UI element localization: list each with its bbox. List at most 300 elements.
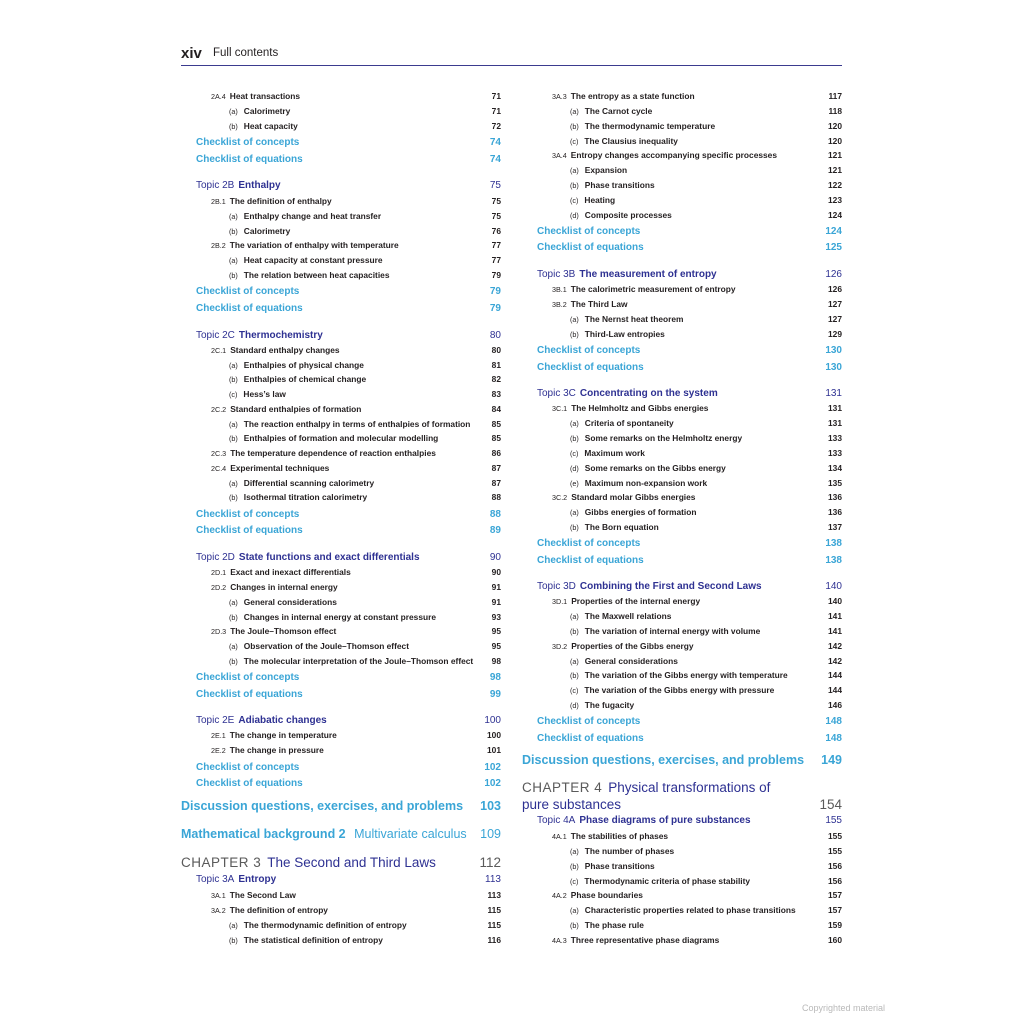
toc-entry	[522, 522, 842, 536]
section-number: 2C.1	[211, 346, 227, 355]
toc-entry-page: 116	[487, 935, 501, 945]
toc-entry	[181, 672, 501, 686]
toc-entry-page: 149	[821, 753, 842, 767]
toc-entry-page: 75	[491, 211, 501, 221]
section-number: 3A.4	[552, 151, 567, 160]
subsection-title: The thermodynamic definition of entropy	[243, 920, 407, 930]
toc-entry-title	[537, 815, 751, 826]
toc-entry	[522, 478, 842, 492]
section-title: Properties of the internal energy	[571, 596, 701, 606]
section-number: 3C.1	[552, 404, 568, 413]
subsection-title: Enthalpies of chemical change	[243, 374, 367, 384]
toc-entry-title	[570, 314, 683, 324]
toc-entry-page: 148	[825, 733, 842, 744]
toc-entry	[522, 626, 842, 640]
subsection-title: The thermodynamic temperature	[584, 121, 716, 131]
topic-label: Topic 2E	[196, 715, 235, 726]
topic-title: Enthalpy	[238, 180, 281, 191]
toc-entry-page: 138	[825, 538, 842, 549]
toc-entry-title	[181, 799, 463, 813]
subsection-title: Calorimetry	[243, 226, 291, 236]
toc-entry-page: 98	[491, 656, 501, 666]
toc-entry	[181, 920, 501, 934]
toc-entry-title	[229, 211, 381, 221]
chapter-label: CHAPTER 4	[522, 780, 603, 795]
toc-entry-title	[229, 121, 298, 131]
topic-label: Topic 3D	[537, 581, 576, 592]
toc-entry-page: 134	[828, 463, 842, 473]
toc-entry	[522, 106, 842, 120]
toc-entry	[522, 299, 842, 313]
subsection-title: Characteristic properties related to phase transitions	[584, 905, 796, 915]
toc-entry	[181, 91, 501, 105]
toc-entry	[181, 419, 501, 433]
section-title: Changes in internal energy	[230, 582, 338, 592]
math-background-label: Mathematical background 2	[181, 827, 346, 841]
section-title: The definition of enthalpy	[229, 196, 332, 206]
subsection-title: Calorimetry	[243, 106, 291, 116]
section-number: 2B.2	[211, 241, 226, 250]
toc-entry-page: 109	[480, 827, 501, 841]
topic-label: Topic 3C	[537, 388, 576, 399]
toc-entry	[522, 670, 842, 684]
subsection-title: Heating	[584, 195, 616, 205]
section-number: 3B.1	[552, 285, 567, 294]
chapter-label: CHAPTER 3	[181, 855, 262, 870]
toc-entry-page: 102	[484, 778, 501, 789]
toc-entry-page: 88	[489, 509, 501, 520]
subsection-title: Enthalpies of physical change	[243, 360, 364, 370]
toc-entry-title	[570, 329, 665, 339]
toc-entry-title	[570, 121, 715, 131]
toc-entry	[522, 418, 842, 432]
subsection-label: (a)	[570, 906, 579, 915]
section-number: 3D.2	[552, 642, 568, 651]
section-title: The change in pressure	[229, 745, 324, 755]
subsection-label: (a)	[570, 657, 579, 666]
toc-entry-page: 90	[489, 552, 501, 563]
section-number: 2C.4	[211, 464, 227, 473]
toc-entry-page: 74	[489, 137, 501, 148]
math-background-title: Multivariate calculus	[350, 827, 467, 841]
toc-entry-title	[537, 226, 640, 237]
toc-entry	[522, 641, 842, 655]
toc-entry-title	[211, 196, 332, 206]
section-title: The entropy as a state function	[570, 91, 695, 101]
toc-entry-title	[196, 180, 281, 191]
subsection-title: General considerations	[243, 597, 337, 607]
toc-entry	[522, 362, 842, 376]
toc-entry	[522, 920, 842, 934]
subsection-title: Some remarks on the Helmholtz energy	[584, 433, 743, 443]
toc-entry	[522, 596, 842, 610]
toc-entry-title	[229, 641, 409, 651]
entry-title: Checklist of equations	[537, 362, 644, 373]
toc-entry-page: 126	[825, 269, 842, 280]
topic-label: Topic 3A	[196, 874, 235, 885]
toc-entry-title	[211, 582, 338, 592]
subsection-label: (a)	[570, 419, 579, 428]
subsection-title: Some remarks on the Gibbs energy	[584, 463, 726, 473]
section-title: Experimental techniques	[230, 463, 330, 473]
toc-entry	[522, 150, 842, 164]
entry-title: Checklist of concepts	[537, 716, 641, 727]
toc-entry-title	[196, 552, 420, 563]
subsection-label: (b)	[229, 271, 238, 280]
section-title: Phase boundaries	[570, 890, 643, 900]
toc-entry-page: 112	[479, 855, 501, 870]
toc-entry	[522, 935, 842, 949]
toc-entry-title	[537, 242, 644, 253]
subsection-title: Expansion	[584, 165, 628, 175]
subsection-label: (a)	[570, 508, 579, 517]
toc-entry-page: 146	[828, 700, 842, 710]
subsection-label: (b)	[229, 493, 238, 502]
entry-title: Checklist of equations	[537, 733, 644, 744]
subsection-label: (b)	[570, 862, 579, 871]
toc-entry-page: 131	[828, 418, 842, 428]
toc-entry-title	[229, 597, 337, 607]
toc-entry	[522, 463, 842, 477]
toc-entry-title	[570, 507, 696, 517]
copyright-notice: Copyrighted material	[802, 1003, 886, 1013]
toc-entry-page: 83	[491, 389, 501, 399]
chapter-title: The Second and Third Laws	[267, 855, 436, 870]
toc-entry	[181, 137, 501, 151]
entry-title: Discussion questions, exercises, and problems	[181, 799, 464, 813]
toc-entry-title	[552, 831, 668, 841]
subsection-label: (a)	[570, 315, 579, 324]
subsection-title: The variation of internal energy with volume	[584, 626, 761, 636]
section-title: The Helmholtz and Gibbs energies	[571, 403, 709, 413]
toc-entry-page: 133	[828, 433, 842, 443]
toc-entry	[181, 935, 501, 949]
running-head: Full contents	[213, 47, 279, 59]
toc-entry-page: 156	[828, 861, 842, 871]
toc-entry-page: 72	[491, 121, 501, 131]
subsection-title: Phase transitions	[584, 180, 655, 190]
subsection-label: (c)	[570, 449, 579, 458]
toc-entry-page: 127	[828, 299, 842, 309]
section-number: 2C.2	[211, 405, 227, 414]
toc-entry-title	[570, 195, 615, 205]
toc-entry	[181, 745, 501, 759]
toc-entry-title	[552, 890, 643, 900]
section-title: The calorimetric measurement of entropy	[570, 284, 736, 294]
toc-entry-title	[229, 270, 389, 280]
toc-entry-title	[196, 286, 299, 297]
subsection-title: Maximum non-expansion work	[584, 478, 708, 488]
subsection-title: Isothermal titration calorimetry	[243, 492, 368, 502]
toc-entry	[181, 762, 501, 776]
toc-entry	[522, 492, 842, 506]
toc-entry-page: 115	[487, 905, 501, 915]
toc-entry	[181, 641, 501, 655]
subsection-label: (a)	[229, 361, 238, 370]
subsection-label: (d)	[570, 211, 579, 220]
toc-entry	[181, 180, 501, 194]
subsection-label: (a)	[229, 921, 238, 930]
toc-entry-title	[552, 492, 695, 502]
section-title: Standard enthalpies of formation	[230, 404, 362, 414]
toc-entry-page: 71	[491, 91, 501, 101]
toc-entry	[181, 286, 501, 300]
toc-entry	[522, 448, 842, 462]
entry-title: Checklist of concepts	[537, 538, 641, 549]
toc-entry-page: 71	[491, 106, 501, 116]
toc-entry-title	[570, 846, 674, 856]
toc-entry-title	[229, 492, 367, 502]
subsection-label: (a)	[229, 107, 238, 116]
toc-entry-title	[229, 226, 290, 236]
section-number: 3D.1	[552, 597, 568, 606]
toc-entry-page: 131	[825, 388, 842, 399]
toc-entry	[522, 345, 842, 359]
toc-entry-title	[537, 733, 644, 744]
toc-entry	[181, 799, 501, 813]
toc-entry-title	[196, 154, 303, 165]
toc-entry	[522, 507, 842, 521]
section-title: Exact and inexact differentials	[230, 567, 351, 577]
toc-entry	[522, 656, 842, 670]
toc-entry-page: 76	[491, 226, 501, 236]
toc-entry-page: 127	[828, 314, 842, 324]
subsection-title: Hess’s law	[243, 389, 286, 399]
subsection-label: (b)	[229, 434, 238, 443]
toc-entry-page: 124	[828, 210, 842, 220]
subsection-label: (a)	[229, 642, 238, 651]
subsection-label: (e)	[570, 479, 579, 488]
subsection-label: (d)	[570, 464, 579, 473]
toc-entry-title	[196, 778, 303, 789]
toc-entry-page: 100	[484, 715, 501, 726]
toc-entry	[181, 433, 501, 447]
toc-entry	[181, 730, 501, 744]
toc-entry-title	[570, 463, 726, 473]
subsection-label: (b)	[570, 434, 579, 443]
toc-entry-title	[211, 626, 336, 636]
subsection-title: Thermodynamic criteria of phase stability	[584, 876, 751, 886]
toc-entry	[181, 478, 501, 492]
toc-entry-page: 74	[489, 154, 501, 165]
toc-entry	[181, 905, 501, 919]
subsection-label: (a)	[229, 598, 238, 607]
subsection-label: (c)	[570, 877, 579, 886]
header-rule	[181, 65, 842, 66]
toc-entry-page: 126	[828, 284, 842, 294]
toc-entry-title	[196, 874, 276, 885]
toc-entry-page: 90	[491, 567, 501, 577]
toc-entry-title	[570, 418, 674, 428]
section-number: 2C.3	[211, 449, 227, 458]
toc-entry-page: 79	[491, 270, 501, 280]
toc-entry-page: 102	[484, 762, 501, 773]
toc-entry-title	[537, 716, 640, 727]
toc-entry	[181, 303, 501, 317]
toc-entry-page: 75	[491, 196, 501, 206]
subsection-title: Observation of the Joule–Thomson effect	[243, 641, 409, 651]
subsection-title: Composite processes	[584, 210, 672, 220]
subsection-label: (c)	[570, 196, 579, 205]
toc-entry	[181, 345, 501, 359]
subsection-label: (c)	[229, 390, 238, 399]
entry-title: Checklist of equations	[537, 555, 644, 566]
topic-label: Topic 2B	[196, 180, 235, 191]
toc-entry-title	[196, 137, 299, 148]
section-title: The definition of entropy	[229, 905, 328, 915]
toc-entry-title	[196, 509, 299, 520]
subsection-label: (b)	[570, 921, 579, 930]
subsection-label: (a)	[229, 420, 238, 429]
toc-entry-title	[522, 780, 771, 812]
toc-entry-title	[570, 165, 627, 175]
toc-entry-page: 79	[489, 303, 501, 314]
subsection-label: (b)	[229, 657, 238, 666]
toc-entry-title	[537, 345, 640, 356]
toc-entry-page: 140	[828, 596, 842, 606]
toc-entry-title	[229, 389, 286, 399]
toc-entry-page: 100	[487, 730, 501, 740]
subsection-label: (a)	[570, 847, 579, 856]
toc-entry-title	[552, 284, 736, 294]
toc-entry	[181, 374, 501, 388]
toc-entry-page: 80	[489, 330, 501, 341]
toc-entry-title	[570, 478, 707, 488]
toc-entry-page: 75	[489, 180, 501, 191]
toc-entry-title	[211, 463, 329, 473]
toc-entry	[181, 778, 501, 792]
toc-entry-page: 138	[825, 555, 842, 566]
section-number: 2E.2	[211, 746, 226, 755]
toc-entry-page: 80	[491, 345, 501, 355]
toc-entry	[522, 242, 842, 256]
toc-entry-page: 91	[491, 597, 501, 607]
topic-title: Concentrating on the system	[579, 388, 718, 399]
section-title: The temperature dependence of reaction enthalpies	[230, 448, 436, 458]
subsection-title: The fugacity	[584, 700, 635, 710]
toc-entry	[181, 154, 501, 168]
toc-entry-page: 121	[828, 150, 842, 160]
subsection-label: (b)	[570, 181, 579, 190]
toc-entry	[522, 121, 842, 135]
toc-entry	[522, 581, 842, 595]
toc-entry-title	[570, 876, 750, 886]
toc-entry	[181, 106, 501, 120]
entry-title: Discussion questions, exercises, and problems	[522, 753, 805, 767]
subsection-title: The Carnot cycle	[584, 106, 653, 116]
toc-entry-page: 144	[828, 685, 842, 695]
page-header	[181, 45, 842, 65]
entry-title: Checklist of concepts	[196, 137, 300, 148]
toc-entry	[522, 210, 842, 224]
toc-entry-title	[211, 91, 300, 101]
toc-entry-title	[570, 522, 659, 532]
toc-entry	[522, 716, 842, 730]
toc-entry-title	[570, 656, 678, 666]
toc-entry	[181, 689, 501, 703]
toc-entry-title	[229, 374, 366, 384]
toc-entry-title	[211, 890, 296, 900]
section-number: 2D.2	[211, 583, 227, 592]
topic-label: Topic 4A	[537, 815, 576, 826]
subsection-title: The molecular interpretation of the Joule–Thomson effect	[243, 656, 474, 666]
subsection-label: (d)	[570, 701, 579, 710]
toc-entry-title	[570, 920, 644, 930]
entry-title: Checklist of concepts	[537, 345, 641, 356]
toc-entry-title	[552, 91, 695, 101]
toc-entry	[522, 700, 842, 714]
entry-title: Checklist of equations	[537, 242, 644, 253]
section-title: Properties of the Gibbs energy	[571, 641, 694, 651]
toc-entry-page: 136	[828, 492, 842, 502]
toc-entry-page: 89	[489, 525, 501, 536]
topic-title: State functions and exact differentials	[238, 552, 420, 563]
toc-entry	[181, 196, 501, 210]
toc-entry	[181, 404, 501, 418]
subsection-label: (b)	[229, 936, 238, 945]
page-folio: xiv	[181, 45, 202, 62]
toc-entry	[181, 330, 501, 344]
toc-entry-page: 93	[491, 612, 501, 622]
toc-entry-title	[570, 685, 774, 695]
toc-entry-page: 159	[828, 920, 842, 930]
toc-entry-title	[570, 611, 671, 621]
section-number: 3A.3	[552, 92, 567, 101]
subsection-label: (b)	[570, 627, 579, 636]
subsection-title: Criteria of spontaneity	[584, 418, 674, 428]
toc-entry	[181, 255, 501, 269]
toc-entry-page: 137	[828, 522, 842, 532]
toc-entry-title	[570, 210, 672, 220]
section-title: The change in temperature	[229, 730, 337, 740]
subsection-title: The statistical definition of entropy	[243, 935, 383, 945]
toc-entry-page: 130	[825, 362, 842, 373]
toc-entry-page: 135	[828, 478, 842, 488]
toc-entry	[181, 626, 501, 640]
section-number: 2D.3	[211, 627, 227, 636]
entry-title: Checklist of equations	[196, 303, 303, 314]
toc-entry-page: 99	[489, 689, 501, 700]
subsection-title: The Maxwell relations	[584, 611, 672, 621]
section-number: 4A.1	[552, 832, 567, 841]
topic-title: Phase diagrams of pure substances	[579, 815, 751, 826]
toc-entry-title	[229, 656, 473, 666]
subsection-title: The variation of the Gibbs energy with temperature	[584, 670, 788, 680]
toc-entry	[522, 284, 842, 298]
toc-entry-page: 141	[828, 626, 842, 636]
toc-entry-page: 87	[491, 478, 501, 488]
toc-entry-title	[229, 419, 470, 429]
toc-entry-title	[229, 433, 438, 443]
toc-entry	[181, 890, 501, 904]
toc-entry	[522, 876, 842, 890]
toc-entry-title	[537, 362, 644, 373]
entry-title: Checklist of equations	[196, 154, 303, 165]
toc-entry-page: 142	[828, 641, 842, 651]
chapter-title: Physical transformations of	[608, 780, 771, 795]
topic-title: Combining the First and Second Laws	[579, 581, 762, 592]
toc-entry-page: 113	[487, 890, 501, 900]
toc-entry-title	[196, 762, 299, 773]
toc-entry	[181, 492, 501, 506]
toc-entry-title	[552, 596, 700, 606]
toc-entry-title	[196, 715, 327, 726]
toc-entry	[522, 226, 842, 240]
toc-entry-page: 148	[825, 716, 842, 727]
toc-entry	[522, 433, 842, 447]
subsection-title: Heat capacity at constant pressure	[243, 255, 383, 265]
toc-entry-page: 155	[828, 831, 842, 841]
